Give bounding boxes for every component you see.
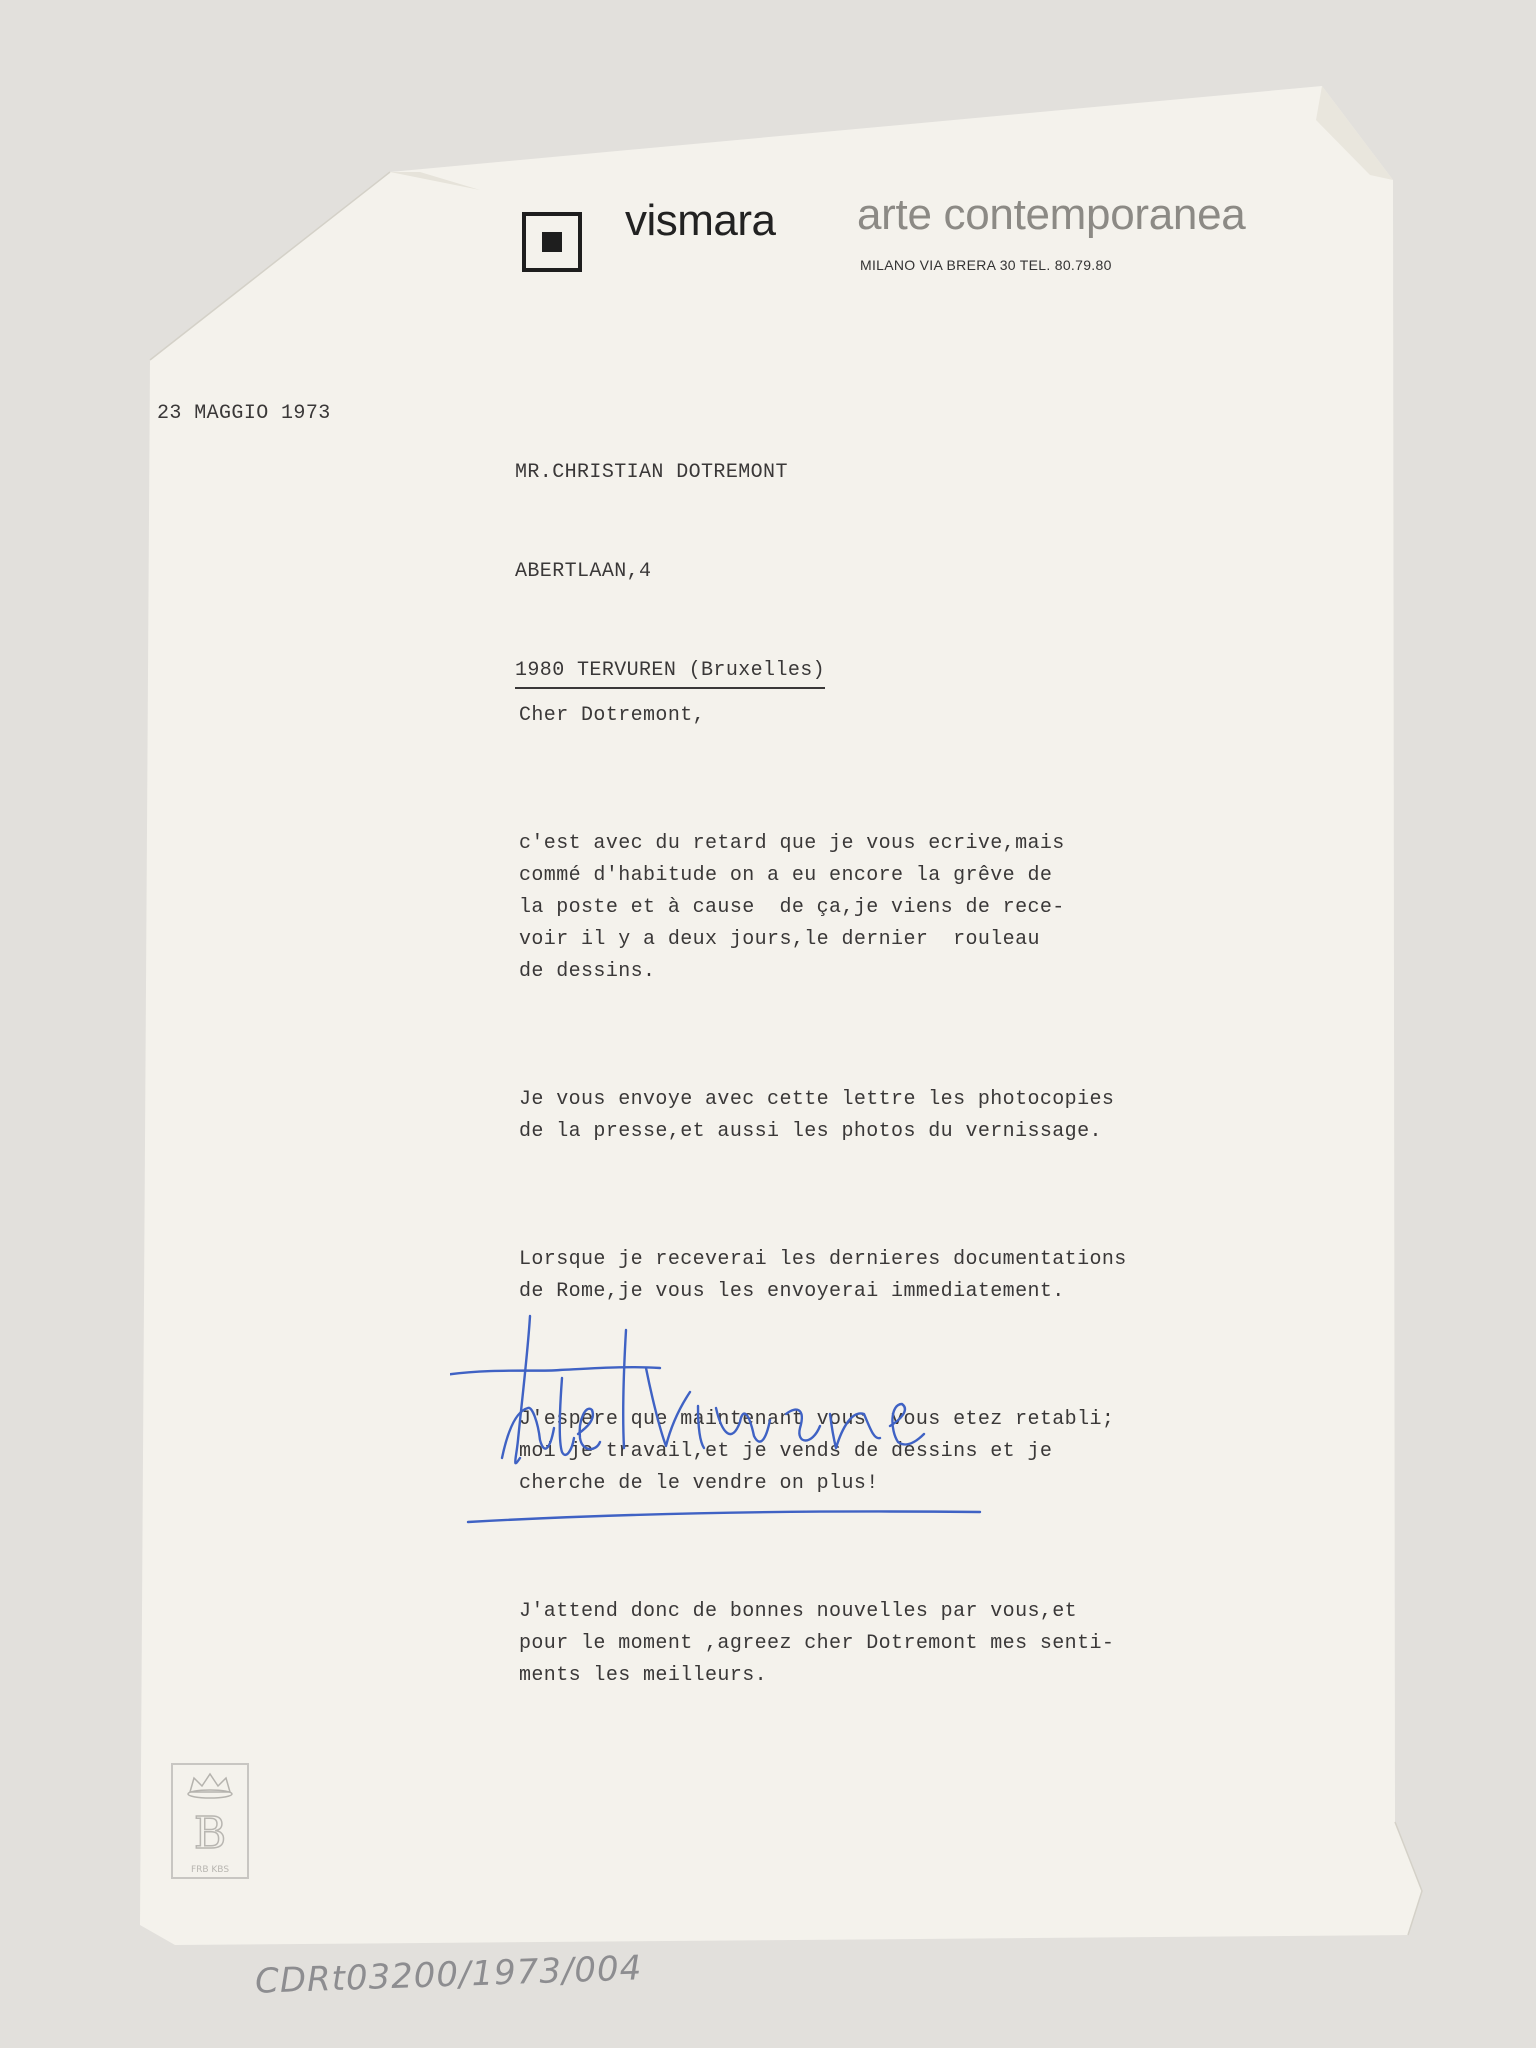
paragraph-3: Lorsque je receverai les dernieres documentations de Rome,je vous les envoyerai immediatement. — [519, 1248, 1127, 1303]
gallery-logo-icon — [522, 212, 582, 272]
recipient-street: ABERTLAAN,4 — [515, 560, 652, 583]
svg-text:B: B — [193, 1808, 227, 1859]
paragraph-5: J'attend donc de bonnes nouvelles par vous,et pour le moment ,agreez cher Dotremont mes senti- ments les meilleurs. — [519, 1600, 1115, 1687]
svg-text:FRB KBS: FRB KBS — [190, 1865, 230, 1875]
handwritten-signature — [450, 1310, 1010, 1530]
paragraph-2: Je vous envoye avec cette lettre les photocopies de la presse,et aussi les photos du vernissage. — [519, 1088, 1115, 1143]
archive-stamp — [170, 1762, 250, 1880]
letterhead-brand: vismara — [625, 196, 776, 245]
recipient-name: MR.CHRISTIAN DOTREMONT — [515, 461, 788, 484]
paragraph-4: J'espere que maintenant vous vous etez retabli; moi je travail,et je vends de dessins et je cherche de le vendre on plus! — [519, 1408, 1115, 1495]
letterhead-address: MILANO VIA BRERA 30 TEL. 80.79.80 — [860, 257, 1112, 273]
archive-reference: CDRt03200/1973/004 — [254, 1948, 643, 2002]
letter-body — [519, 636, 1127, 1756]
paragraph-1: c'est avec du retard que je vous ecrive,mais commé d'habitude on a eu encore la grêve de la poste et à cause de ça,je viens de rece- voir il y a deux jours,le dernier rouleau de dessins. — [519, 832, 1065, 983]
salutation: Cher Dotremont, — [519, 704, 706, 727]
letter-date: 23 MAGGIO 1973 — [157, 402, 331, 425]
recipient-city: 1980 TERVUREN (Bruxelles) — [515, 654, 825, 689]
letterhead-tagline: arte contemporanea — [857, 190, 1246, 239]
